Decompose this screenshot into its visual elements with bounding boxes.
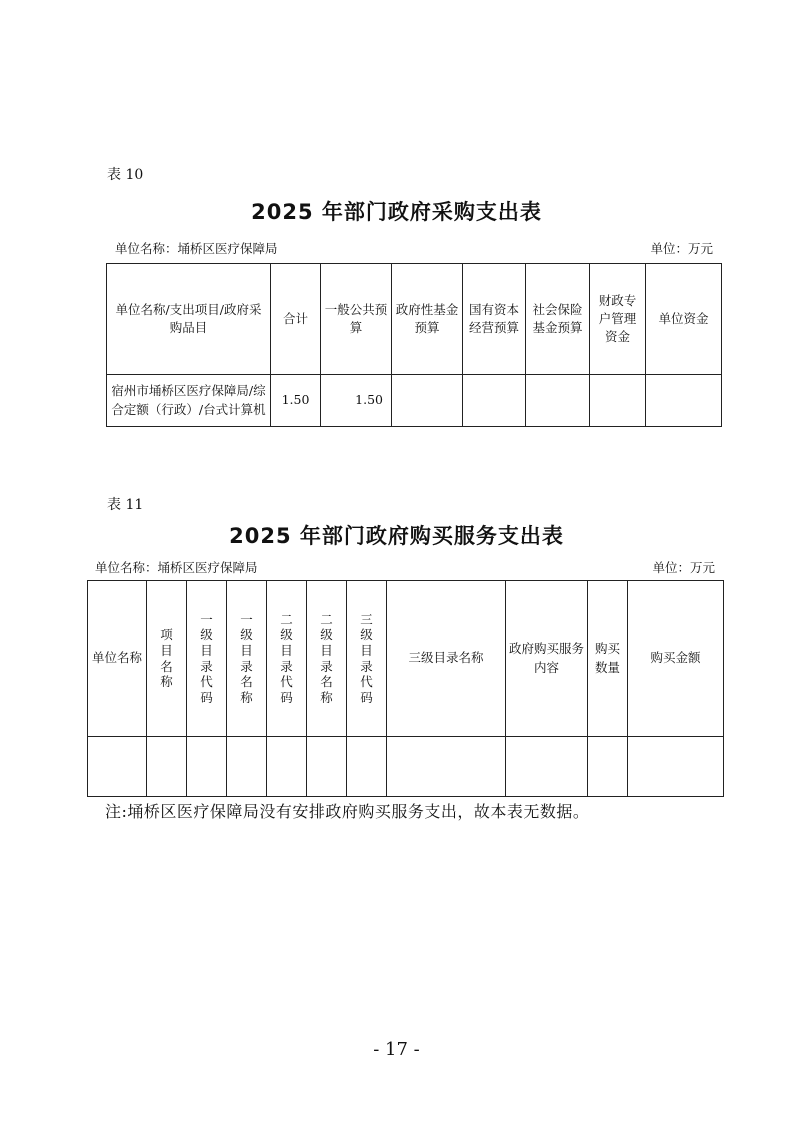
table10-header-cell: 一般公共预算 bbox=[321, 264, 392, 375]
table11-cell bbox=[588, 737, 628, 797]
table11-cell bbox=[227, 737, 267, 797]
table11-header-cell bbox=[307, 581, 347, 737]
table11-header-cell bbox=[187, 581, 227, 737]
table10-cell bbox=[526, 375, 590, 427]
table11-cell bbox=[187, 737, 227, 797]
table11-header-text: 二级目录代码 bbox=[280, 611, 293, 705]
table11-header-cell bbox=[267, 581, 307, 737]
table11 bbox=[87, 580, 724, 797]
table11-header-text: 二级目录名称 bbox=[320, 611, 333, 705]
table11-header-text: 一级目录代码 bbox=[200, 611, 213, 705]
table-row bbox=[88, 737, 724, 797]
table10-cell bbox=[463, 375, 526, 427]
table10-header-row bbox=[107, 264, 722, 375]
table11-cell bbox=[267, 737, 307, 797]
table10-cell bbox=[392, 375, 463, 427]
table10-cell-general-budget: 1.50 bbox=[321, 375, 392, 427]
table11-note: 注:埇桥区医疗保障局没有安排政府购买服务支出，故本表无数据。 bbox=[105, 802, 590, 821]
table11-title: 2025 年部门政府购买服务支出表 bbox=[229, 524, 564, 548]
table10 bbox=[106, 263, 722, 427]
table11-cell bbox=[387, 737, 506, 797]
table11-header-row bbox=[88, 581, 724, 737]
table11-unit-name: 单位名称：埇桥区医疗保障局 bbox=[95, 560, 258, 575]
table11-header-cell bbox=[347, 581, 387, 737]
table11-cell bbox=[88, 737, 147, 797]
table10-label: 表 10 bbox=[107, 167, 144, 183]
table11-cell bbox=[628, 737, 724, 797]
table11-cell bbox=[307, 737, 347, 797]
table11-cell bbox=[347, 737, 387, 797]
table10-unit: 单位：万元 bbox=[650, 241, 713, 256]
table11-cell bbox=[147, 737, 187, 797]
table10-header-cell: 财政专户管理资金 bbox=[590, 264, 646, 375]
table11-header-text: 三级目录代码 bbox=[360, 611, 373, 705]
table11-header-cell bbox=[147, 581, 187, 737]
table10-header-cell: 单位名称/支出项目/政府采购品目 bbox=[107, 264, 271, 375]
table11-header-text: 一级目录名称 bbox=[240, 611, 253, 705]
table10-cell bbox=[590, 375, 646, 427]
table11-header-cell: 购买数量 bbox=[588, 581, 628, 737]
table10-header-cell: 政府性基金预算 bbox=[392, 264, 463, 375]
table10-cell-total: 1.50 bbox=[271, 375, 321, 427]
table10-header-cell: 社会保险基金预算 bbox=[526, 264, 590, 375]
table10-header-cell: 单位资金 bbox=[646, 264, 722, 375]
table10-header-cell: 国有资本经营预算 bbox=[463, 264, 526, 375]
table11-header-cell: 政府购买服务内容 bbox=[506, 581, 588, 737]
table11-unit: 单位：万元 bbox=[652, 560, 715, 575]
table10-header-cell: 合计 bbox=[271, 264, 321, 375]
table11-label: 表 11 bbox=[107, 497, 144, 513]
table11-header-cell: 三级目录名称 bbox=[387, 581, 506, 737]
table11-cell bbox=[506, 737, 588, 797]
table11-header-text: 项目名称 bbox=[160, 627, 173, 690]
table-row bbox=[107, 375, 722, 427]
table10-cell-item: 宿州市埇桥区医疗保障局/综合定额（行政）/台式计算机 bbox=[107, 375, 271, 427]
table11-header-cell: 单位名称 bbox=[88, 581, 147, 737]
table10-unit-name: 单位名称：埇桥区医疗保障局 bbox=[115, 241, 278, 256]
table11-header-cell bbox=[227, 581, 267, 737]
table10-cell bbox=[646, 375, 722, 427]
table11-header-cell: 购买金额 bbox=[628, 581, 724, 737]
table10-title: 2025 年部门政府采购支出表 bbox=[251, 200, 542, 224]
page-number: - 17 - bbox=[373, 1039, 420, 1060]
